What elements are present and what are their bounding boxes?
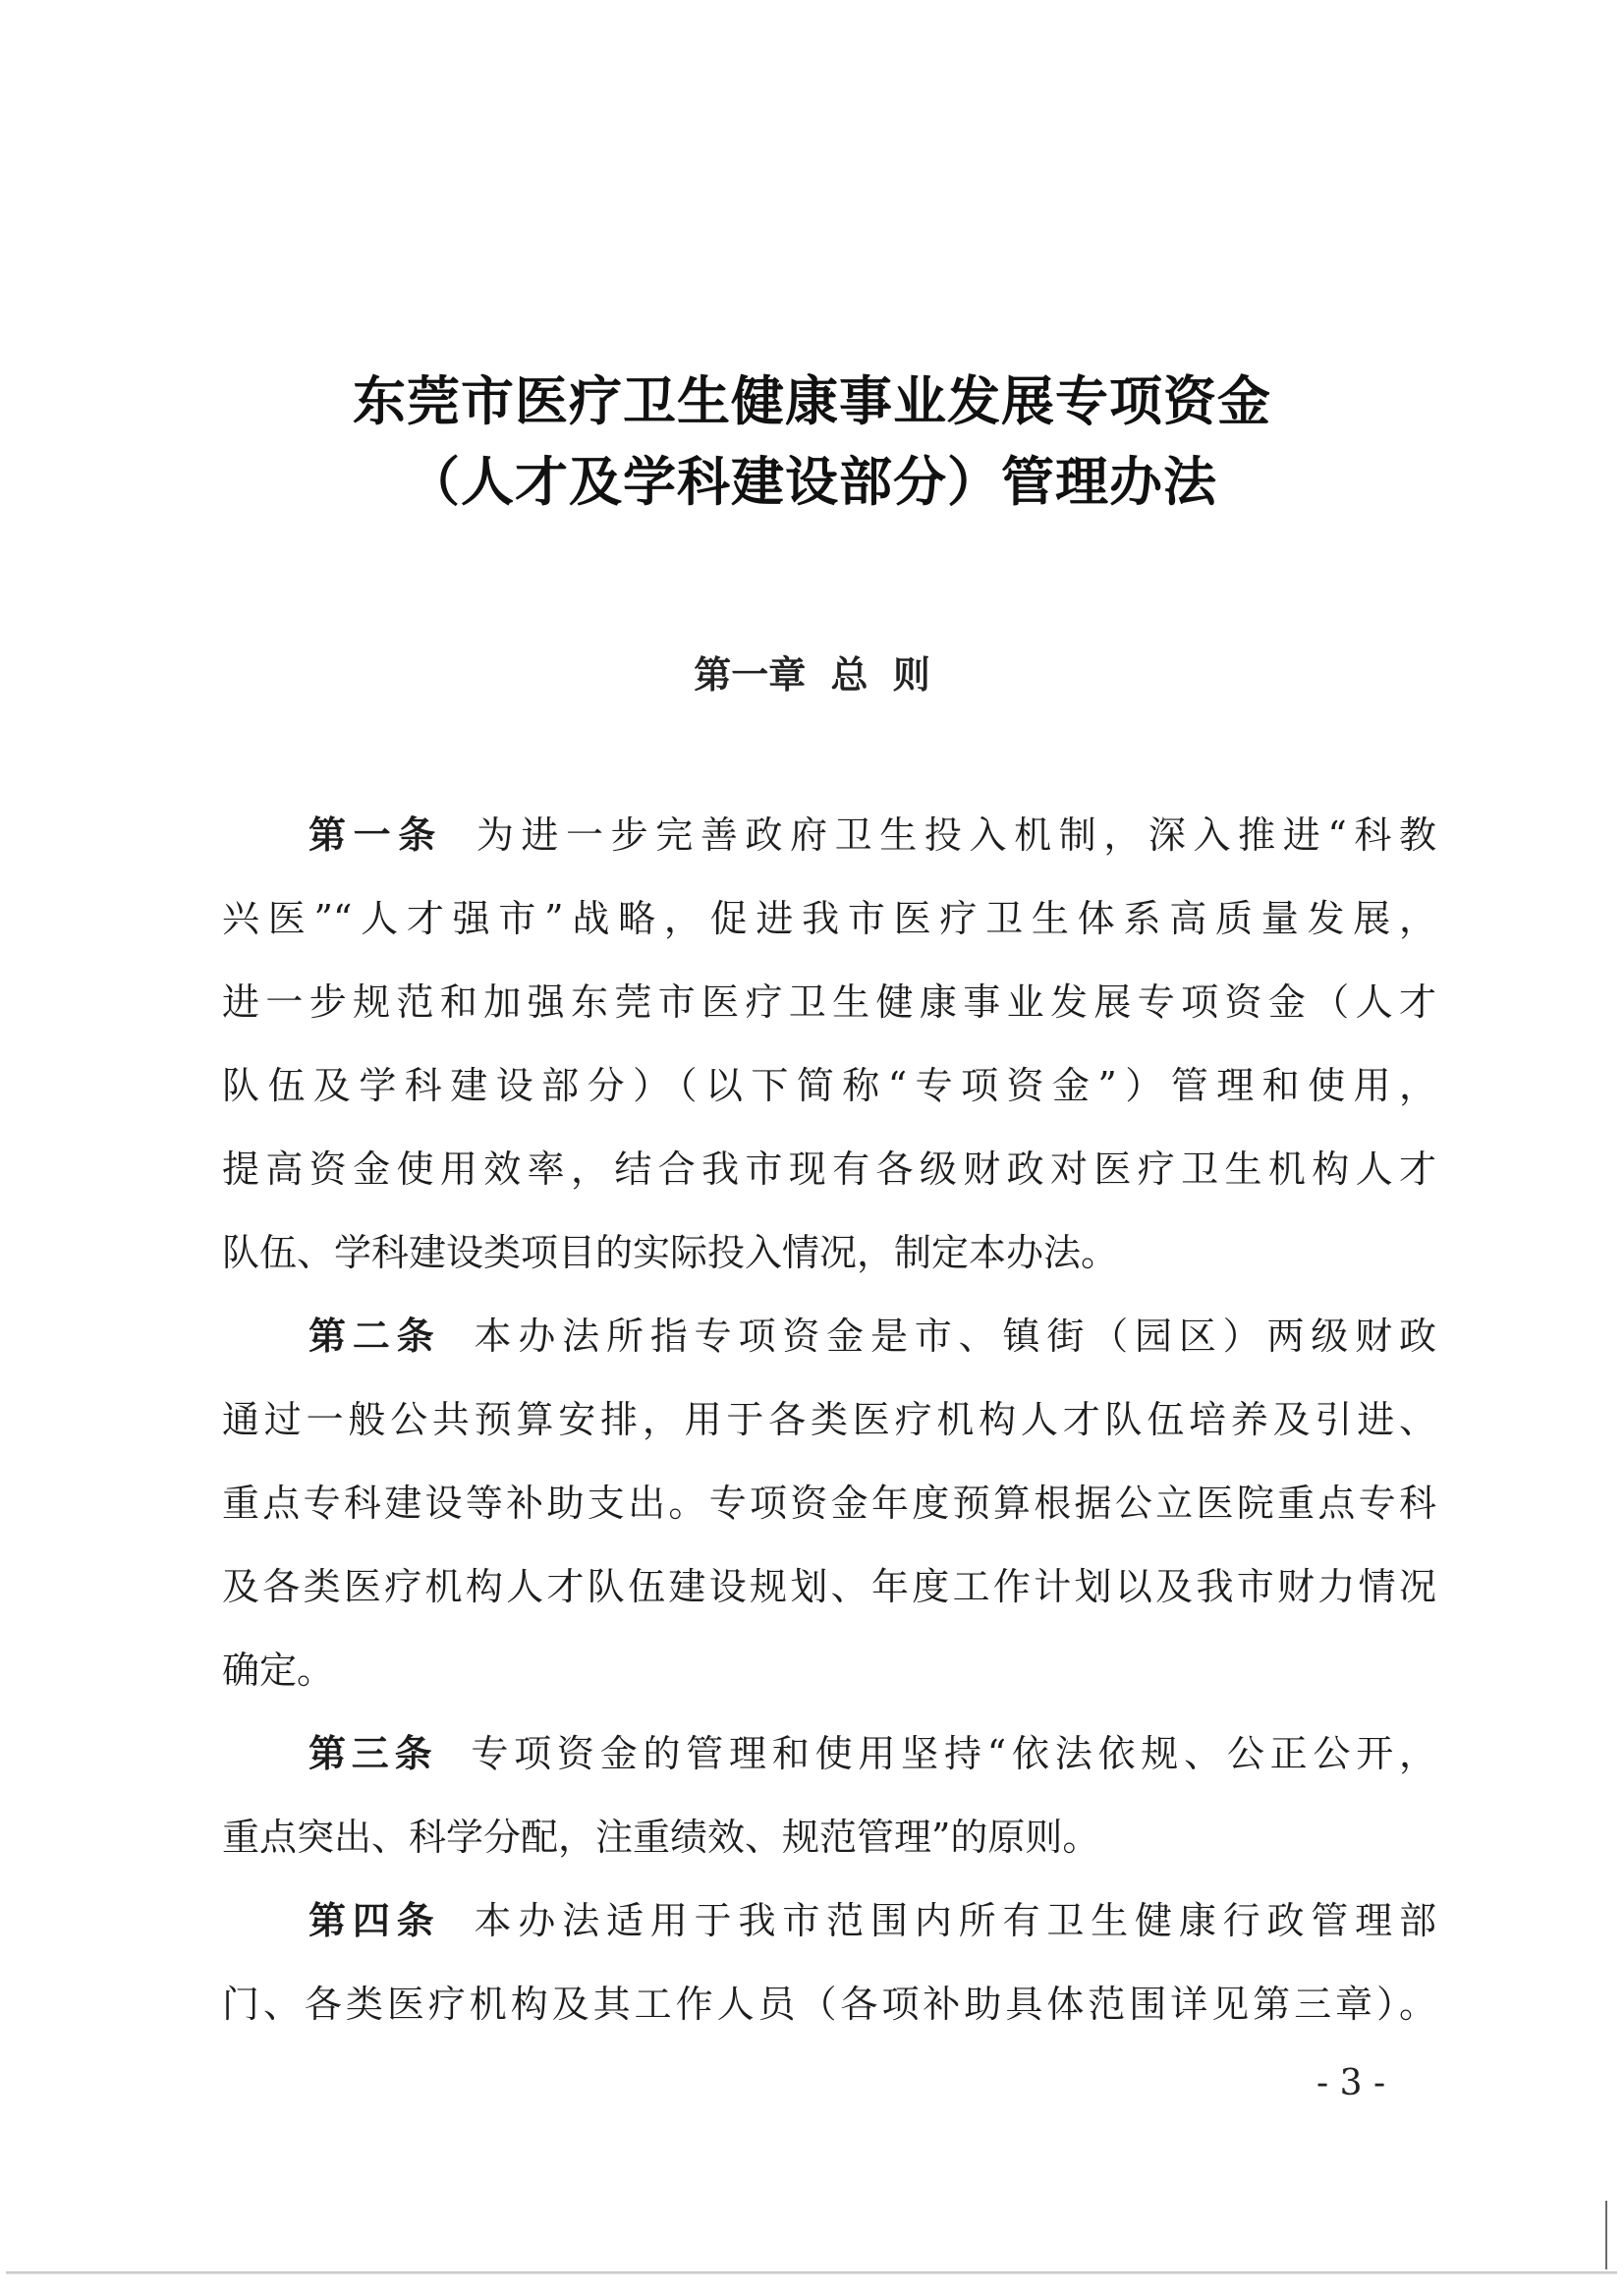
- article-4-line: [308, 1891, 1436, 1950]
- article-2-line: 通过一般公共预算安排，用于各类医疗机构人才队伍培养及引进、: [222, 1398, 1436, 1441]
- document-title-line-2: （人才及学科建设部分）管理办法: [407, 451, 1217, 513]
- article-2-line: [308, 1307, 1436, 1366]
- page-number: - 3 -: [1316, 2063, 1386, 2103]
- article-2-line: 确定。: [222, 1649, 335, 1692]
- article-text: 本办法所指专项资金是市、镇街（园区）两级财政: [474, 1315, 1436, 1358]
- article-1-line: 进一步规范和加强东莞市医疗卫生健康事业发展专项资金（人才: [222, 980, 1436, 1024]
- chapter-name-part: 总: [830, 653, 868, 697]
- article-1-line: 兴医”“人才强市”战略，促进我市医疗卫生体系高质量发展，: [222, 897, 1436, 940]
- article-text: 本办法适用于我市范围内所有卫生健康行政管理部: [474, 1899, 1436, 1942]
- article-1-line: 队伍、学科建设类项目的实际投入情况，制定本办法。: [222, 1231, 1119, 1274]
- article-3-line: 重点突出、科学分配，注重绩效、规范管理”的原则。: [222, 1816, 1100, 1859]
- article-3-line: [308, 1724, 1436, 1783]
- scan-edge-bottom: [6, 2271, 1617, 2274]
- chapter-number: 第一章: [694, 653, 807, 697]
- chapter-heading: [0, 644, 1624, 699]
- article-text: 专项资金的管理和使用坚持“依法依规、公正公开，: [471, 1732, 1436, 1775]
- article-2-line: 重点专科建设等补助支出。专项资金年度预算根据公立医院重点专科: [222, 1482, 1436, 1525]
- article-1-label: 第一条: [308, 813, 443, 857]
- article-1-line: 队伍及学科建设部分）（以下简称“专项资金”）管理和使用，: [222, 1064, 1436, 1107]
- article-text: 为进一步完善政府卫生投入机制，深入推进“科教: [476, 813, 1436, 857]
- article-1-line: 提高资金使用效率，结合我市现有各级财政对医疗卫生机构人才: [222, 1148, 1436, 1191]
- document-title-line-1: 东莞市医疗卫生健康事业发展专项资金: [353, 370, 1271, 432]
- article-4-line: 门、各类医疗机构及其工作人员（各项补助具体范围详见第三章）。: [222, 1983, 1436, 2026]
- scan-edge-right: [1605, 2201, 1607, 2269]
- chapter-name-part: 则: [892, 653, 930, 697]
- article-3-label: 第三条: [308, 1732, 438, 1775]
- article-1-line: [308, 806, 1436, 865]
- article-2-label: 第二条: [308, 1315, 441, 1358]
- article-2-line: 及各类医疗机构人才队伍建设规划、年度工作计划以及我市财力情况: [222, 1565, 1436, 1608]
- article-4-label: 第四条: [308, 1899, 441, 1942]
